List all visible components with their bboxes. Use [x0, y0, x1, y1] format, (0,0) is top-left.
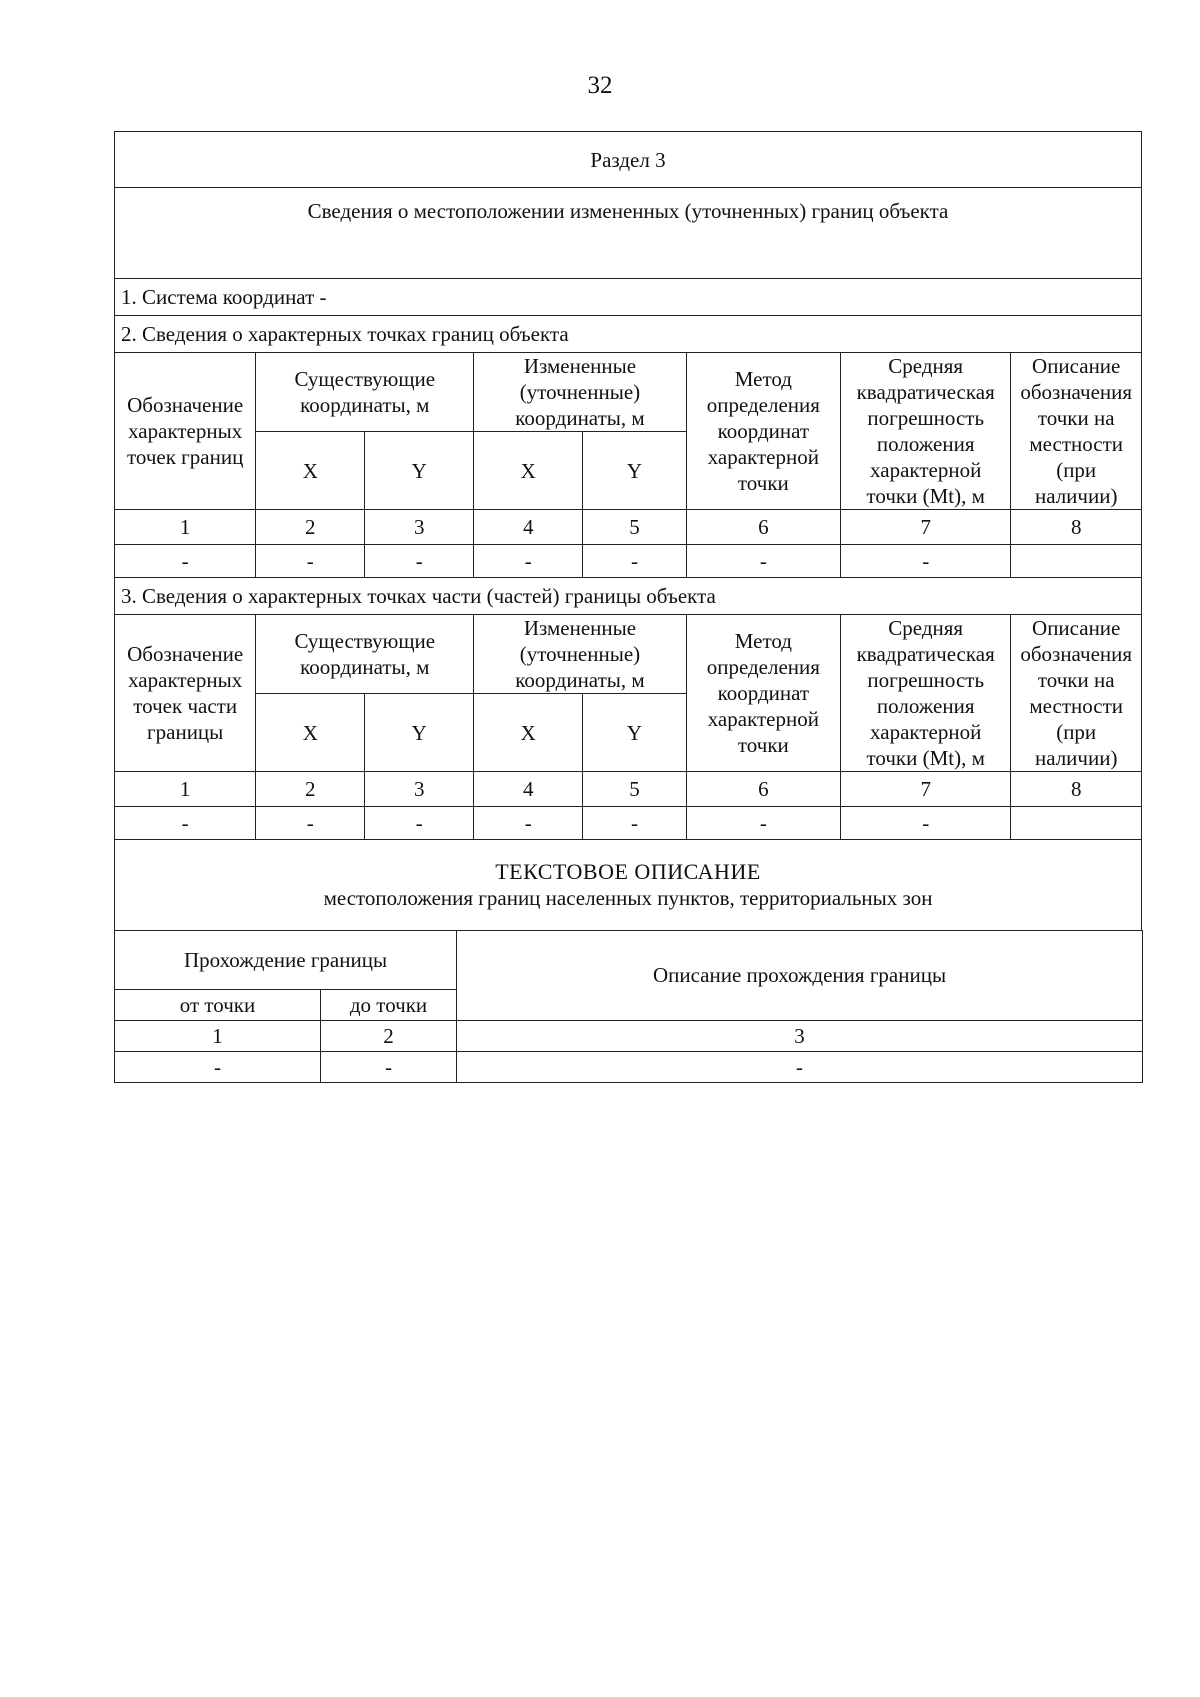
- table-cell: -: [321, 1051, 457, 1082]
- boundary-description-header: Описание прохождения границы: [457, 930, 1143, 1020]
- table-cell: [1011, 807, 1142, 840]
- boundary-table: [114, 930, 1143, 1083]
- block1-col-method: Метод определения координат характерной точки: [686, 353, 840, 510]
- table-cell: 5: [583, 772, 687, 807]
- boundary-to-header: до точки: [321, 989, 457, 1020]
- block2-changed-x: X: [474, 694, 583, 772]
- block1-existing-x: X: [256, 432, 365, 510]
- block1-col-designation: Обозначение характерных точек границ: [115, 353, 256, 510]
- block2-col-changed: Измененные (уточненные) координаты, м: [474, 615, 687, 694]
- table-cell: -: [686, 807, 840, 840]
- block1-existing-y: Y: [365, 432, 474, 510]
- table-cell: -: [840, 545, 1010, 578]
- section-3-form: [114, 131, 1142, 1083]
- boundary-data-row: [115, 1051, 1143, 1082]
- block1-col-description: Описание обозначения точки на местности (при наличии): [1011, 353, 1142, 510]
- table-cell: 1: [115, 772, 256, 807]
- table-cell: -: [115, 545, 256, 578]
- block2-col-description: Описание обозначения точки на местности (при наличии): [1011, 615, 1142, 772]
- table-cell: -: [115, 807, 256, 840]
- block1-number-row: [115, 510, 1142, 545]
- table-cell: 3: [365, 772, 474, 807]
- table-cell: -: [583, 545, 687, 578]
- block1-data-row: [115, 545, 1142, 578]
- table-cell: [1011, 545, 1142, 578]
- block1-col-changed: Измененные (уточненные) координаты, м: [474, 353, 687, 432]
- block2-existing-x: X: [256, 694, 365, 772]
- section-title: Раздел 3: [115, 132, 1142, 188]
- block2-title: 3. Сведения о характерных точках части (частей) границы объекта: [115, 578, 1142, 615]
- table-cell: -: [256, 807, 365, 840]
- main-table: [114, 131, 1142, 931]
- table-cell: -: [474, 807, 583, 840]
- table-cell: 8: [1011, 772, 1142, 807]
- boundary-from-header: от точки: [115, 989, 321, 1020]
- table-cell: -: [365, 807, 474, 840]
- block2-number-row: [115, 772, 1142, 807]
- block2-col-error: Средняя квадратическая погрешность положения характерной точки (Mt), м: [840, 615, 1010, 772]
- block1-title: 2. Сведения о характерных точках границ объекта: [115, 316, 1142, 353]
- table-cell: 6: [686, 772, 840, 807]
- table-cell: -: [583, 807, 687, 840]
- block1-changed-x: X: [474, 432, 583, 510]
- coord-system-row: 1. Система координат -: [115, 279, 1142, 316]
- table-cell: 3: [457, 1020, 1143, 1051]
- table-cell: 3: [365, 510, 474, 545]
- table-cell: 8: [1011, 510, 1142, 545]
- table-cell: 4: [474, 510, 583, 545]
- boundary-passage-header: Прохождение границы: [115, 930, 457, 989]
- table-cell: 6: [686, 510, 840, 545]
- block2-existing-y: Y: [365, 694, 474, 772]
- section-subtitle: Сведения о местоположении измененных (уточненных) границ объекта: [115, 188, 1142, 279]
- text-description-title: ТЕКСТОВОЕ ОПИСАНИЕ: [495, 859, 761, 884]
- table-cell: -: [686, 545, 840, 578]
- table-cell: 2: [256, 510, 365, 545]
- page-number: 32: [587, 72, 613, 99]
- block1-col-error: Средняя квадратическая погрешность положения характерной точки (Mt), м: [840, 353, 1010, 510]
- table-cell: -: [840, 807, 1010, 840]
- block1-col-existing: Существующие координаты, м: [256, 353, 474, 432]
- block2-col-designation: Обозначение характерных точек части границы: [115, 615, 256, 772]
- block2-col-existing: Существующие координаты, м: [256, 615, 474, 694]
- table-cell: -: [457, 1051, 1143, 1082]
- block2-col-method: Метод определения координат характерной точки: [686, 615, 840, 772]
- block1-changed-y: Y: [583, 432, 687, 510]
- text-description: [115, 840, 1142, 931]
- table-cell: -: [256, 545, 365, 578]
- table-cell: 1: [115, 510, 256, 545]
- table-cell: 2: [321, 1020, 457, 1051]
- table-cell: 1: [115, 1020, 321, 1051]
- table-cell: -: [474, 545, 583, 578]
- block2-changed-y: Y: [583, 694, 687, 772]
- boundary-number-row: [115, 1020, 1143, 1051]
- table-cell: 5: [583, 510, 687, 545]
- table-cell: 7: [840, 510, 1010, 545]
- block2-data-row: [115, 807, 1142, 840]
- table-cell: -: [115, 1051, 321, 1082]
- text-description-subtitle: местоположения границ населенных пунктов, территориальных зон: [323, 886, 933, 910]
- table-cell: 4: [474, 772, 583, 807]
- table-cell: 2: [256, 772, 365, 807]
- table-cell: 7: [840, 772, 1010, 807]
- table-cell: -: [365, 545, 474, 578]
